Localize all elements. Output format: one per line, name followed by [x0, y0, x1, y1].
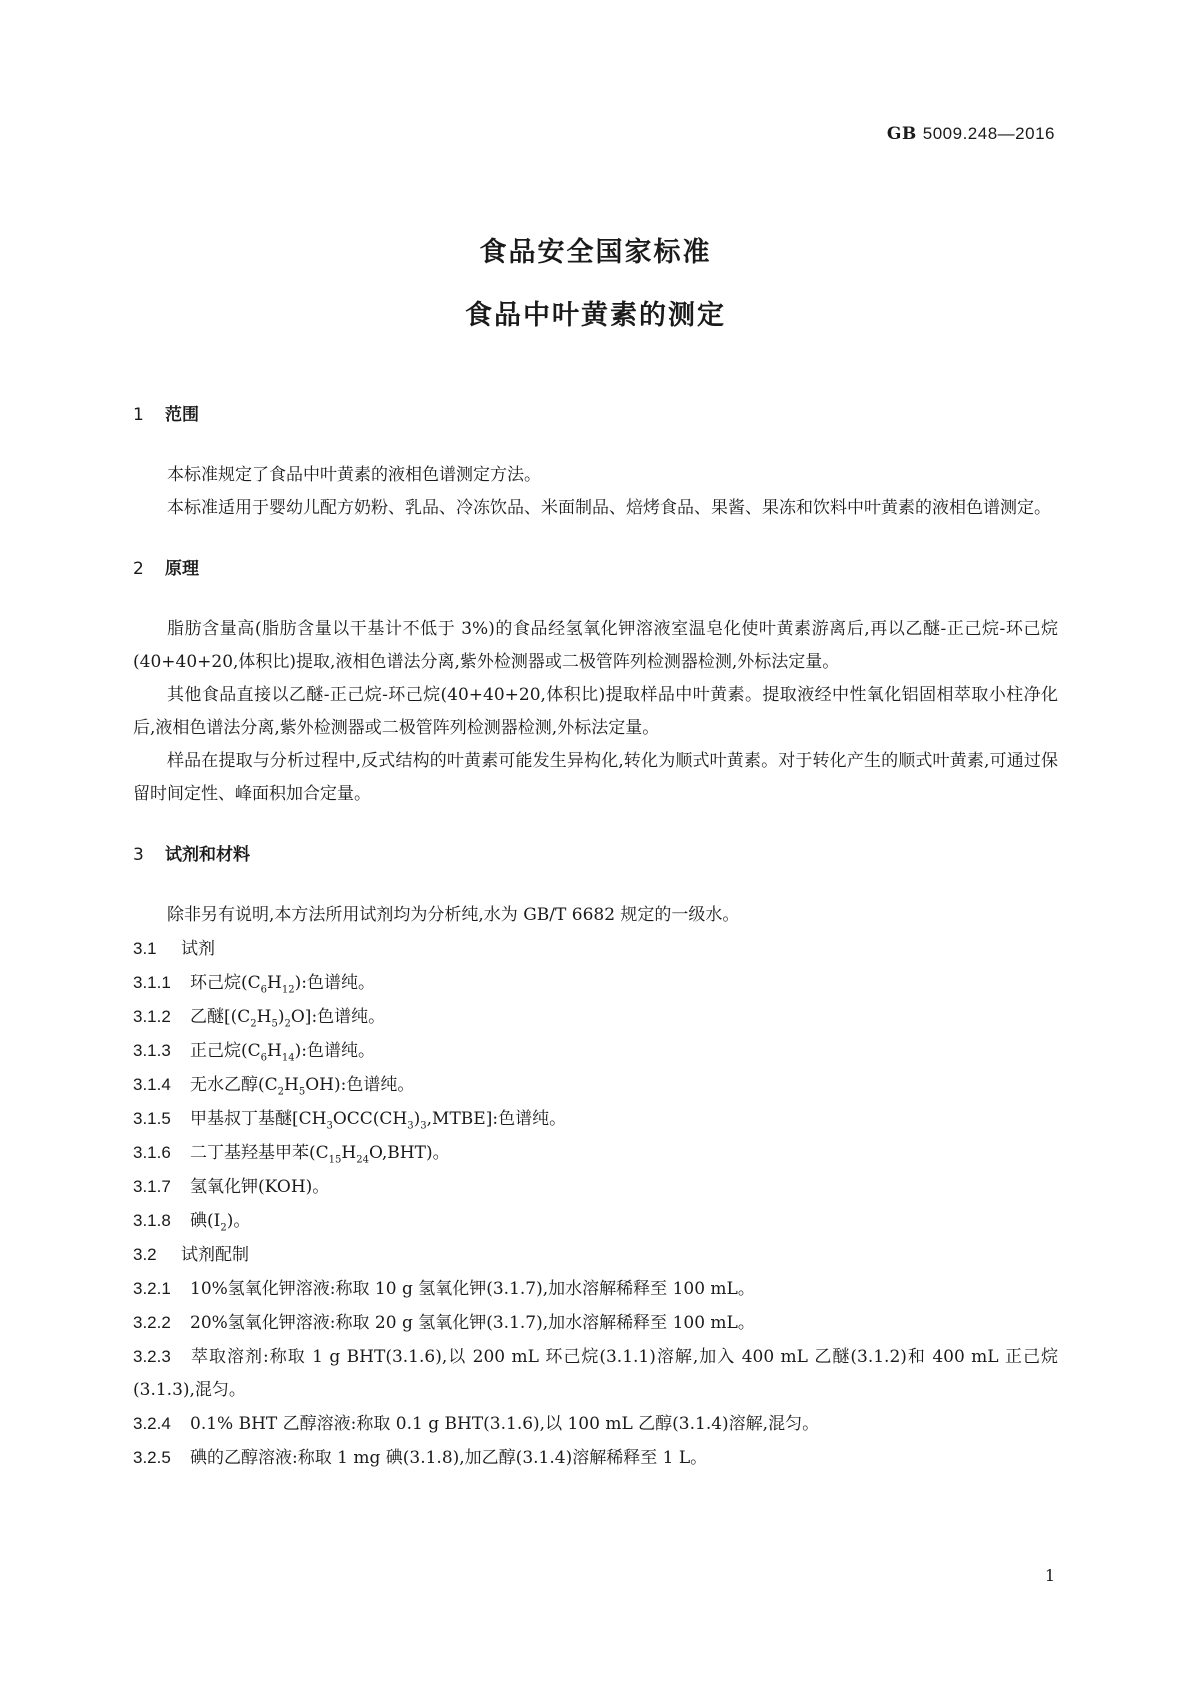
paragraph: 脂肪含量高(脂肪含量以干基计不低于 3%)的食品经氢氧化钾溶液室温皂化使叶黄素游离后,再以乙醚-正己烷-环己烷(40+40+20,体积比)提取,液相色谱法分离,紫外检测器或二极管阵列检测器检测,外标法定量。 — [133, 619, 1058, 672]
paragraph: 本标准规定了食品中叶黄素的液相色谱测定方法。 — [167, 465, 541, 485]
document-body — [133, 397, 1058, 1475]
paragraph: 样品在提取与分析过程中,反式结构的叶黄素可能发生异构化,转化为顺式叶黄素。对于转化产生的顺式叶黄素,可通过保留时间定性、峰面积加合定量。 — [133, 751, 1058, 804]
list-item: 3.2.3 萃取溶剂:称取 1 g BHT(3.1.6),以 200 mL 环己烷(3.1.1)溶解,加入 400 mL 乙醚(3.1.2)和 400 mL 正己烷(3.1.3),混匀。 — [133, 1347, 1058, 1400]
list-item: 3.1.5 甲基叔丁基醚$[CH_3OCC(CH_3)_3,MTBE]$:色谱纯。 — [133, 1109, 567, 1132]
list-item: 3.2.5 碘的乙醇溶液:称取 1 mg 碘(3.1.8),加乙醇(3.1.4)溶解稀释至 1 L。 — [133, 1448, 708, 1468]
list-item: 3.2.1 10%氢氧化钾溶液:称取 10 g 氢氧化钾(3.1.7),加水溶解稀释至 100 mL。 — [133, 1279, 755, 1299]
paragraph: 除非另有说明,本方法所用试剂均为分析纯,水为 GB/T 6682 规定的一级水。 — [167, 905, 740, 925]
list-item: 3.1.6 二丁基羟基甲苯$(C_{15}H_{24}O,BHT)$。 — [133, 1143, 450, 1166]
document-title-main: 食品安全国家标准 — [479, 237, 712, 268]
gb-prefix: GB — [886, 124, 917, 144]
list-item: 3.1.4 无水乙醇$(C_2H_5OH)$:色谱纯。 — [133, 1075, 415, 1098]
list-item: 3.2.2 20%氢氧化钾溶液:称取 20 g 氢氧化钾(3.1.7),加水溶解稀释至 100 mL。 — [133, 1313, 755, 1333]
list-item: 3.1.2 乙醚$[(C_2H_5)_2O]$:色谱纯。 — [133, 1007, 386, 1030]
subsection-heading-preparation: 3.2 试剂配制 — [133, 1245, 249, 1265]
list-item: 3.1.8 碘$(I_2)$。 — [133, 1211, 251, 1234]
list-item: 3.1.7 氢氧化钾(KOH)。 — [133, 1177, 330, 1197]
list-item: 3.2.4 0.1% BHT 乙醇溶液:称取 0.1 g BHT(3.1.6),以 100 mL 乙醇(3.1.4)溶解,混匀。 — [133, 1414, 820, 1434]
paragraph: 本标准适用于婴幼儿配方奶粉、乳品、冷冻饮品、米面制品、焙烤食品、果酱、果冻和饮料中叶黄素的液相色谱测定。 — [167, 498, 1051, 518]
standard-code — [887, 124, 1055, 144]
page-number: 1 — [1044, 1566, 1055, 1585]
standard-number: 5009.248—2016 — [922, 124, 1055, 143]
section-heading-reagents: 3 试剂和材料 — [133, 845, 250, 865]
section-heading-scope: 1 范围 — [133, 405, 199, 425]
section-heading-principle: 2 原理 — [133, 559, 199, 579]
document-title-sub: 食品中叶黄素的测定 — [465, 300, 726, 331]
paragraph: 其他食品直接以乙醚-正己烷-环己烷(40+40+20,体积比)提取样品中叶黄素。提取液经中性氧化铝固相萃取小柱净化后,液相色谱法分离,紫外检测器或二极管阵列检测器检测,外标法定量。 — [133, 685, 1058, 738]
list-item: 3.1.1 环己烷$(C_6H_{12})$:色谱纯。 — [133, 973, 375, 996]
subsection-heading-reagents: 3.1 试剂 — [133, 939, 215, 959]
list-item: 3.1.3 正己烷$(C_6H_{14})$:色谱纯。 — [133, 1041, 375, 1064]
